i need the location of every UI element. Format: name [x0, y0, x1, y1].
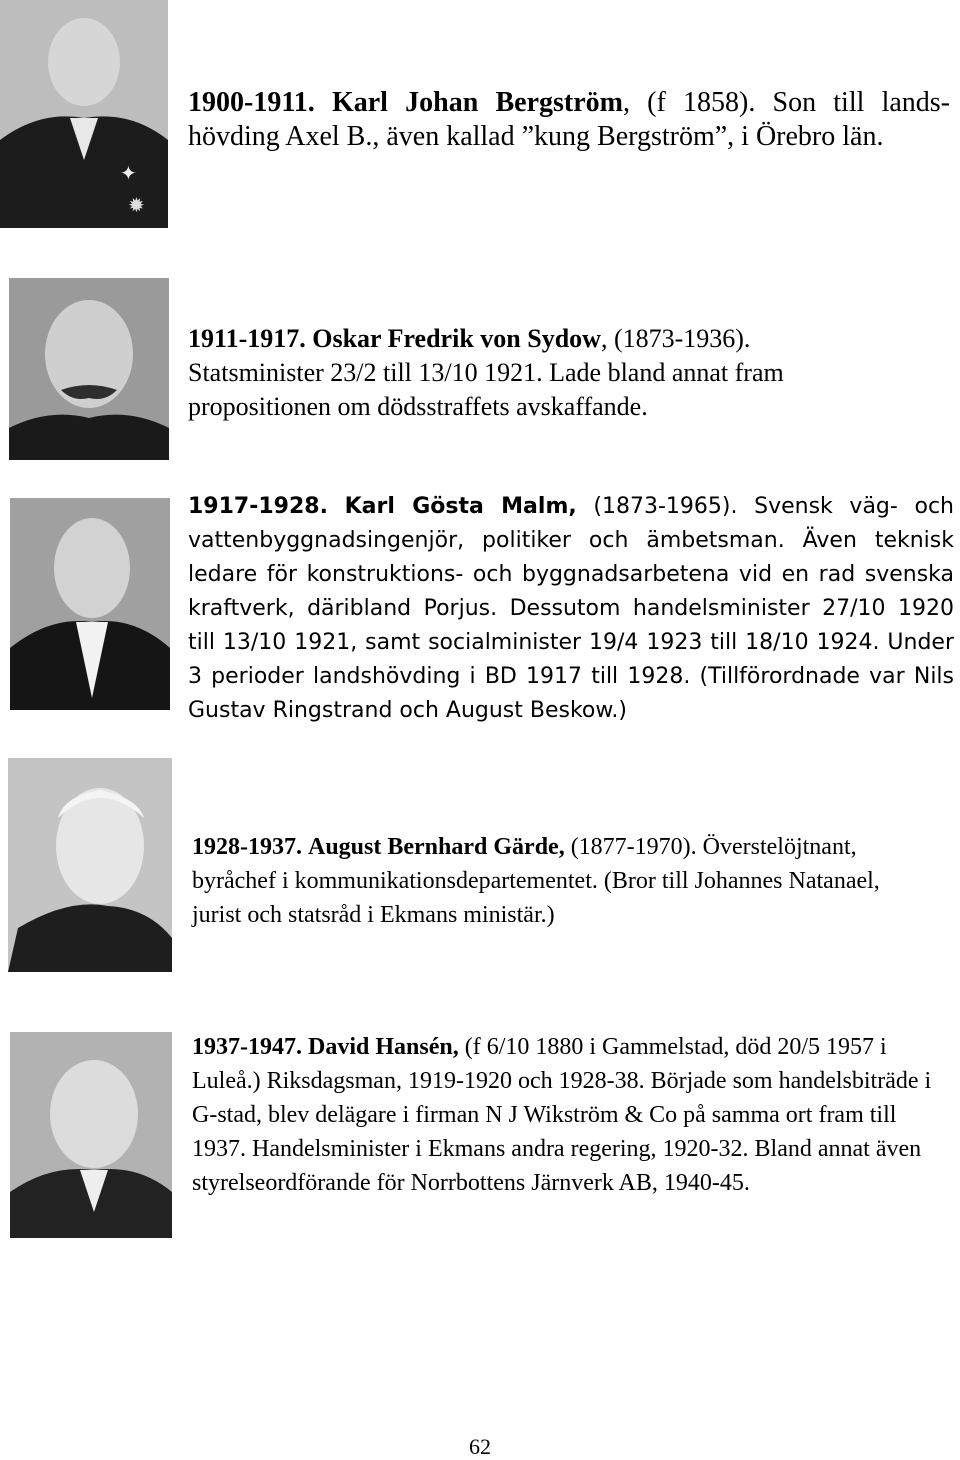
entry-1900-1911 [188, 86, 950, 154]
entry-text: , (f 1858). Son till lands-hövding Axel B., även kallad ”kung Bergström”, i Örebro län. [188, 87, 951, 152]
entry-name: Karl Gösta Malm, [344, 494, 577, 519]
portrait-david-hansen [10, 1032, 172, 1238]
portrait-karl-gosta-malm [10, 498, 170, 710]
entry-period: 1911-1917. [188, 324, 306, 353]
portrait-karl-johan-bergstrom [0, 0, 168, 228]
entry-text: (1877-1970). Överstelöjtnant, byråchef i kommunikationsdepartementet. (Bror till Johannes Natanael, jurist och statsråd i Ekmans ministär.) [192, 834, 880, 928]
portrait-oskar-fredrik-von-sydow [9, 278, 169, 460]
entry-period: 1900-1911. [188, 87, 315, 118]
entry-period: 1937-1947. [192, 1034, 302, 1060]
page-number: 62 [469, 1434, 491, 1459]
entry-period: 1928-1937. [192, 834, 302, 860]
entry-text: , (1873-1936). Statsminister 23/2 till 13/10 1921. Lade bland annat fram propositionen om dödsstraffets avskaffande. [188, 324, 784, 421]
entry-1911-1917 [188, 322, 878, 424]
portrait-august-bernhard-garde [8, 758, 172, 972]
entry-name: Karl Johan Bergström [331, 87, 623, 118]
svg-text:✹: ✹ [128, 193, 145, 217]
svg-text:✦: ✦ [120, 161, 137, 185]
entry-1917-1928 [188, 490, 954, 728]
entry-1937-1947 [192, 1030, 942, 1200]
entry-period: 1917-1928. [188, 494, 328, 519]
entry-text: (1873-1965). Svensk väg- och vattenbyggnadsingenjör, politiker och ämbetsman. Även teknisk ledare för konstruktions- och byggnadsarbetena vid en rad svenska kraftverk, däribland Porjus. Dessutom handelsminister 27/10 1920 till 13/10 1921, samt socialminister 19/4 1923 till 18/10 1924. Under 3 perioder landshövding i BD 1917 till 1928. (Tillförordnade var Nils Gustav Ringstrand och August Beskow.) [188, 494, 954, 723]
entry-name: Oskar Fredrik von Sydow [312, 324, 601, 353]
entry-name: August Bernhard Gärde, [308, 834, 565, 860]
entry-1928-1937 [192, 830, 892, 932]
entry-name: David Hansén, [308, 1034, 459, 1060]
entry-text: (f 6/10 1880 i Gammelstad, död 20/5 1957 i Luleå.) Riksdagsman, 1919-1920 och 1928-38. Började som handelsbiträde i G-stad, blev delägare i firman N J Wikström & Co på samma ort fram till 1937. Handelsminister i Ekmans andra regering, 1920-32. Bland annat även styrelseordförande för Norrbottens Järnverk AB, 1940-45. [192, 1034, 932, 1196]
